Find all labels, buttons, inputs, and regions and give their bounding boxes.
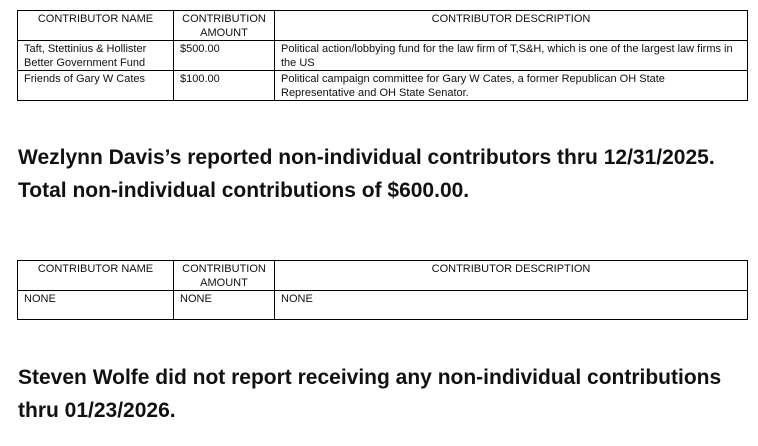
header-contribution-amount: CONTRIBUTION AMOUNT [174, 261, 275, 291]
contributors-table-1 [17, 10, 748, 101]
contribution-amount-cell: NONE [174, 291, 275, 320]
table-row [18, 71, 748, 101]
header-contributor-name: CONTRIBUTOR NAME [18, 261, 174, 291]
contributor-name-cell: NONE [18, 291, 174, 320]
header-contributor-name: CONTRIBUTOR NAME [18, 11, 174, 41]
contributor-description-cell: Political campaign committee for Gary W Cates, a former Republican OH State Representative and OH State Senator. [275, 71, 748, 101]
table-row [18, 41, 748, 71]
contribution-amount-cell: $500.00 [174, 41, 275, 71]
header-contributor-description: CONTRIBUTOR DESCRIPTION [275, 11, 748, 41]
table-header-row [18, 11, 748, 41]
header-contribution-amount: CONTRIBUTION AMOUNT [174, 11, 275, 41]
header-contributor-description: CONTRIBUTOR DESCRIPTION [275, 261, 748, 291]
contributor-name-cell: Taft, Stettinius & Hollister Better Government Fund [18, 41, 174, 71]
summary-heading-davis: Wezlynn Davis’s reported non-individual contributors thru 12/31/2025. Total non-individual contributions of $600.00. [18, 146, 715, 202]
contributor-name-cell: Friends of Gary W Cates [18, 71, 174, 101]
contributors-table-2 [17, 260, 748, 320]
contributor-description-cell: NONE [275, 291, 748, 320]
table-row [18, 291, 748, 320]
contributor-description-cell: Political action/lobbying fund for the law firm of T,S&H, which is one of the largest law firms in the US [275, 41, 748, 71]
table-header-row [18, 261, 748, 291]
contribution-amount-cell: $100.00 [174, 71, 275, 101]
summary-heading-wolfe: Steven Wolfe did not report receiving any non-individual contributions thru 01/23/2026. [18, 366, 722, 422]
